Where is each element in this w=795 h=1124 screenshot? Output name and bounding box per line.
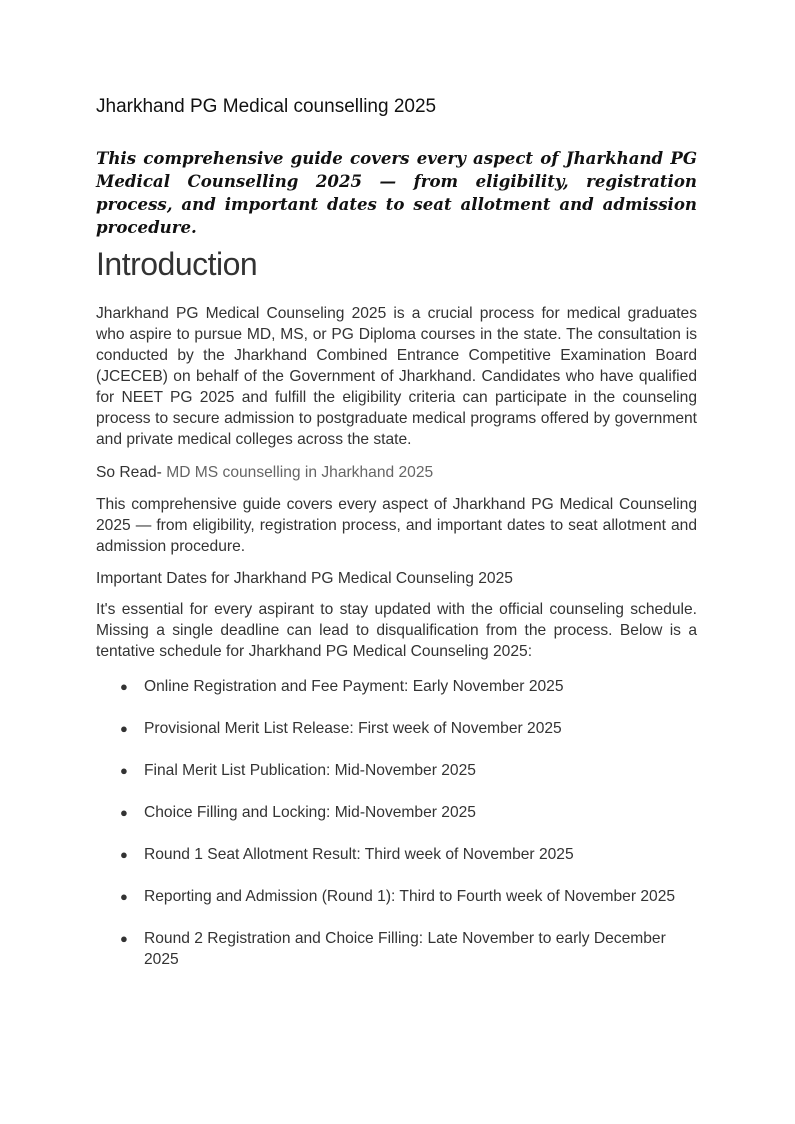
- guide-paragraph: This comprehensive guide covers every aspect of Jharkhand PG Medical Counseling 2025 — from eligibility, registration process, and important dates to seat allotment and admission procedure.: [96, 496, 697, 555]
- list-item: [96, 844, 697, 865]
- lead-summary: This comprehensive guide covers every aspect of Jharkhand PG Medical Counselling 2025 — from eligibility, registration process, and important dates to seat allotment and admission procedure.: [96, 148, 697, 237]
- list-item: [96, 676, 697, 697]
- bullet-icon: ●: [120, 889, 128, 904]
- list-item-text: Round 1 Seat Allotment Result: Third week of November 2025: [144, 846, 574, 863]
- intro-paragraph: Jharkhand PG Medical Counseling 2025 is a crucial process for medical graduates who aspire to pursue MD, MS, or PG Diploma courses in the state. The consultation is conducted by the Jharkhand Combined Entrance Competitive Examination Board (JCECEB) on behalf of the Government of Jharkhand. Candidates who have qualified for NEET PG 2025 and fulfill the eligibility criteria can participate in the counseling process to secure admission to postgraduate medical programs offered by government and private medical colleges across the state.: [96, 305, 697, 448]
- bullet-icon: ●: [120, 679, 128, 694]
- dates-heading: Important Dates for Jharkhand PG Medical Counseling 2025: [96, 570, 513, 587]
- dates-intro-paragraph: It's essential for every aspirant to stay updated with the official counseling schedule. Missing a single deadline can lead to disqualification from the process. Below is a tentative schedule for Jharkhand PG Medical Counseling 2025:: [96, 601, 697, 660]
- bullet-icon: ●: [120, 763, 128, 778]
- list-item: [96, 886, 697, 907]
- dates-list: [96, 676, 697, 991]
- list-item-text: Reporting and Admission (Round 1): Third to Fourth week of November 2025: [144, 888, 676, 905]
- list-item-text: Provisional Merit List Release: First week of November 2025: [144, 720, 562, 737]
- bullet-icon: ●: [120, 721, 128, 736]
- list-item: [96, 928, 697, 970]
- list-item-text: Round 2 Registration and Choice Filling: Late November to early December 2025: [144, 930, 666, 968]
- bullet-icon: ●: [120, 847, 128, 862]
- document-title: Jharkhand PG Medical counselling 2025: [96, 96, 437, 117]
- so-read-line: [96, 462, 697, 483]
- list-item: [96, 802, 697, 823]
- list-item-text: Final Merit List Publication: Mid-November 2025: [144, 762, 476, 779]
- bullet-icon: ●: [120, 931, 128, 946]
- list-item: [96, 760, 697, 781]
- list-item: [96, 718, 697, 739]
- section-heading-introduction: Introduction: [96, 246, 258, 282]
- bullet-icon: ●: [120, 805, 128, 820]
- so-read-prefix: So Read-: [96, 464, 167, 481]
- list-item-text: Online Registration and Fee Payment: Early November 2025: [144, 678, 564, 695]
- list-item-text: Choice Filling and Locking: Mid-November 2025: [144, 804, 476, 821]
- so-read-link[interactable]: MD MS counselling in Jharkhand 2025: [166, 464, 434, 481]
